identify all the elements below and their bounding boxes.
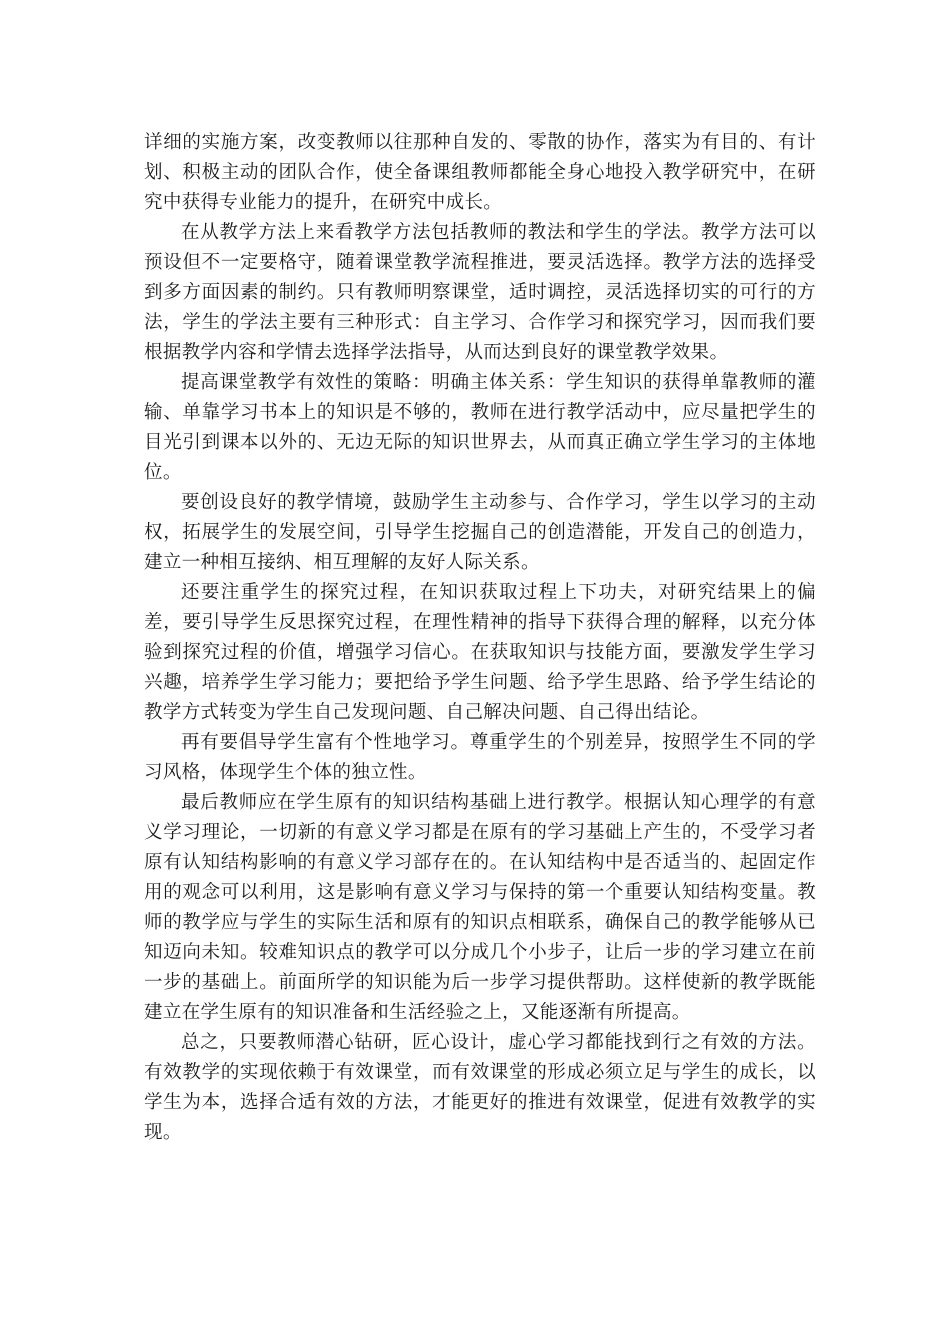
paragraph-teaching-methods: 在从教学方法上来看教学方法包括教师的教法和学生的学法。教学方法可以预设但不一定要格守，随着课堂教学流程推进，要灵活选择。教学方法的选择受到多方面因素的制约。只有教师明察课堂，适时调控，灵活选择切实的可行的方法，学生的学法主要有三种形式：自主学习、合作学习和探究学习，因而我们要根据教学内容和学情去选择学法指导，从而达到良好的课堂教学效果。 (144, 222, 816, 363)
paragraph-continuation: 详细的实施方案，改变教师以往那种自发的、零散的协作，落实为有目的、有计划、积极主动的团队合作，使全备课组教师都能全身心地投入教学研究中，在研究中获得专业能力的提升，在研究中成长。 (144, 132, 816, 213)
paragraph-conclusion: 总之，只要教师潜心钻研，匠心设计，虚心学习都能找到行之有效的方法。有效教学的实现依赖于有效课堂，而有效课堂的形成必须立足与学生的成长，以学生为本，选择合适有效的方法，才能更好的推进有效课堂，促进有效教学的实现。 (144, 1032, 816, 1143)
paragraph-inquiry-process: 还要注重学生的探究过程，在知识获取过程上下功夫，对研究结果上的偏差，要引导学生反思探究过程，在理性精神的指导下获得合理的解释，以充分体验到探究过程的价值，增强学习信心。在获取知识与技能方面，要激发学生学习兴趣，培养学生学习能力；要把给予学生问题、给予学生思路、给予学生结论的教学方式转变为学生自己发现问题、自己解决问题、自己得出结论。 (144, 582, 816, 723)
paragraph-personalized-learning: 再有要倡导学生富有个性地学习。尊重学生的个别差异，按照学生不同的学习风格，体现学生个体的独立性。 (144, 732, 816, 783)
paragraph-teaching-situation: 要创设良好的教学情境，鼓励学生主动参与、合作学习，学生以学习的主动权，拓展学生的发展空间，引导学生挖掘自己的创造潜能，开发自己的创造力，建立一种相互接纳、相互理解的友好人际关系。 (144, 492, 816, 573)
document-page (144, 128, 816, 1148)
paragraph-strategy-subject: 提高课堂教学有效性的策略：明确主体关系：学生知识的获得单靠教师的灌输、单靠学习书本上的知识是不够的，教师在进行教学活动中，应尽量把学生的目光引到课本以外的、无边无际的知识世界去，从而真正确立学生学习的主体地位。 (144, 372, 816, 483)
paragraph-knowledge-structure: 最后教师应在学生原有的知识结构基础上进行教学。根据认知心理学的有意义学习理论，一切新的有意义学习都是在原有的学习基础上产生的，不受学习者原有认知结构影响的有意义学习部存在的。在认知结构中是否适当的、起固定作用的观念可以利用，这是影响有意义学习与保持的第一个重要认知结构变量。教师的教学应与学生的实际生活和原有的知识点相联系，确保自己的教学能够从已知迈向未知。较难知识点的教学可以分成几个小步子，让后一步的学习建立在前一步的基础上。前面所学的知识能为后一步学习提供帮助。这样使新的教学既能建立在学生原有的知识准备和生活经验之上，又能逐渐有所提高。 (144, 792, 816, 1023)
